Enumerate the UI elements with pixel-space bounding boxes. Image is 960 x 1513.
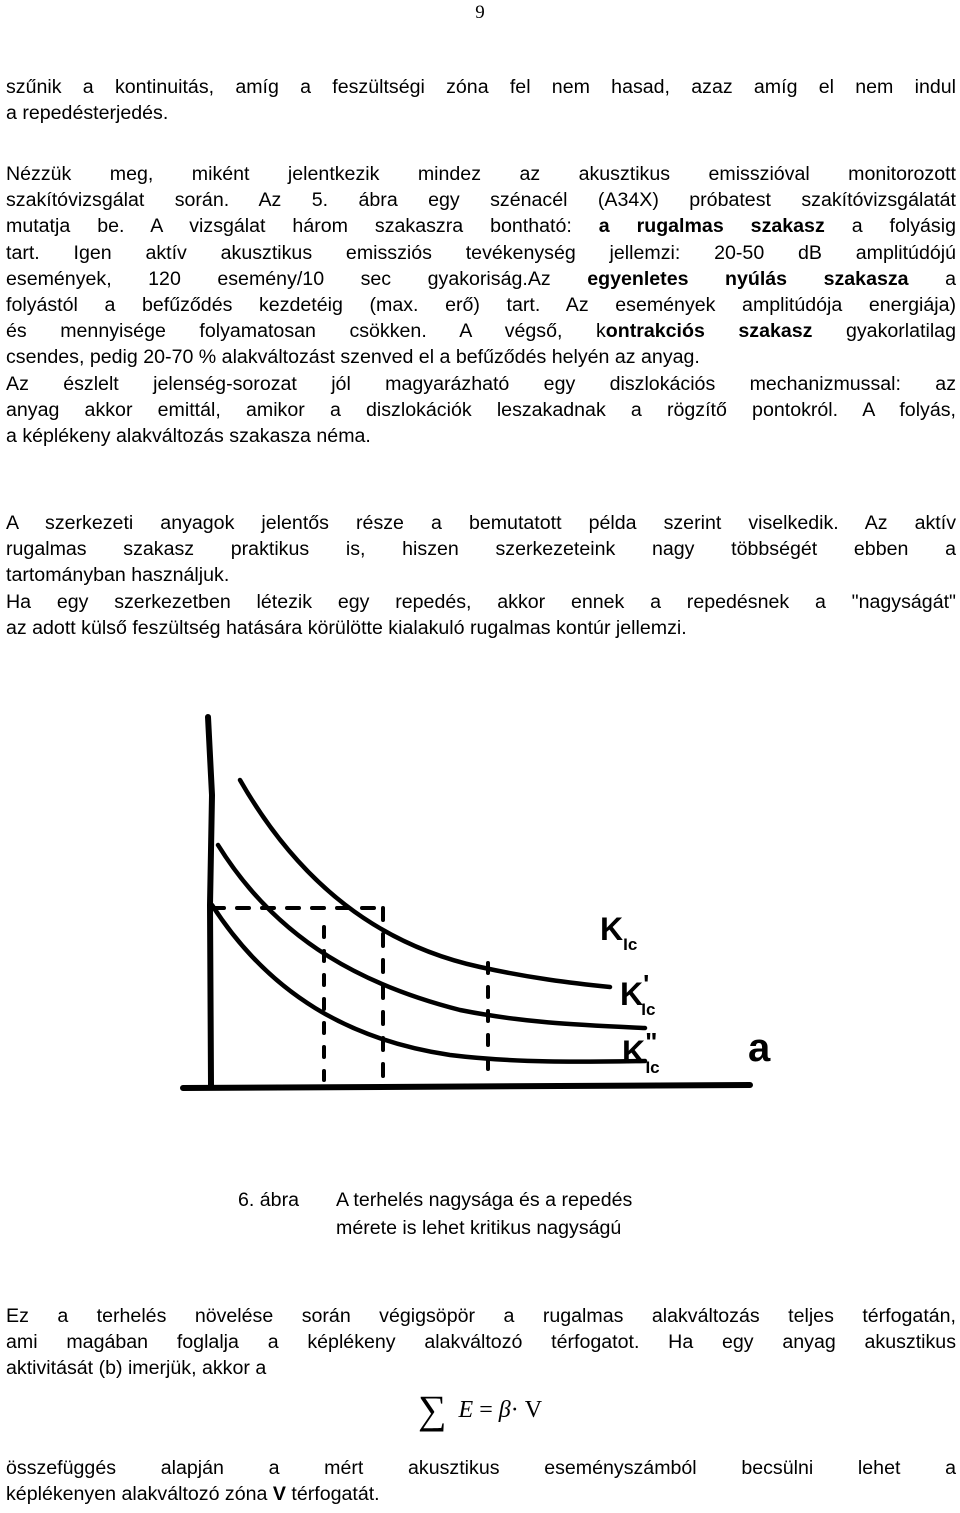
page-number: 9 bbox=[475, 2, 485, 23]
figure-caption bbox=[238, 1186, 632, 1242]
text-line: anyag akkor emittál, amikor a diszlokációk leszakadnak a rögzítő pontokról. A folyás, bbox=[6, 398, 956, 421]
label-kic-double-prime: K" Ic bbox=[622, 1027, 660, 1077]
formula-volume: V bbox=[524, 1397, 543, 1423]
text-line: szakítóvizsgálat során. Az 5. ábra egy szénacél (A34X) próbatest szakítóvizsgálatát bbox=[6, 189, 956, 212]
horizontal-axis bbox=[183, 1085, 750, 1088]
bold-term-elastic-stage: a rugalmas szakasz bbox=[598, 215, 825, 238]
caption-line bbox=[238, 1186, 632, 1214]
formula-beta: β bbox=[498, 1397, 511, 1423]
text-line: Ez a terhelés növelése során végigsöpör a rugalmas alakváltozás teljes térfogatán, bbox=[6, 1305, 956, 1327]
text-line bbox=[6, 266, 956, 292]
figure-critical-curves bbox=[150, 705, 790, 1125]
text-line: a repedésterjedés. bbox=[6, 102, 169, 125]
caption-text: A terhelés nagysága és a repedés bbox=[336, 1189, 633, 1211]
text-run: és mennyisége folyamatosan csökken. A végső, k bbox=[6, 320, 606, 343]
text-line: rugalmas szakasz praktikus is, hiszen szerkezeteink nagy többségét ebben a bbox=[6, 538, 956, 561]
text-line: folyástól a befűződés kezdetéig (max. erő) tart. Az események amplitúdója energiája) bbox=[6, 294, 956, 317]
text-line: szűnik a kontinuitás, amíg a feszültségi zóna fel nem hasad, azaz amíg el nem indul bbox=[6, 76, 956, 98]
paragraph-ae-tensile-test bbox=[6, 161, 956, 449]
text-run: a folyásig bbox=[824, 215, 956, 238]
text-line: Ha egy szerkezetben létezik egy repedés, akkor ennek a repedésnek a "nagyságát" bbox=[6, 590, 956, 613]
text-line bbox=[6, 213, 956, 239]
formula-energy: E bbox=[458, 1397, 474, 1423]
paragraph-structural-materials bbox=[6, 510, 956, 641]
text-line: A szerkezeti anyagok jelentős része a bemutatott példa szerint viselkedik. Az aktív bbox=[6, 512, 956, 534]
text-run: események, 120 esemény/10 sec gyakoriság.Az bbox=[6, 267, 588, 290]
text-line: Az észlelt jelenség-sorozat jól magyarázható egy diszlokációs mechanizmussal: az bbox=[6, 372, 956, 395]
text-run: gyakorlatilag bbox=[812, 320, 956, 343]
caption-number: 6. ábra bbox=[238, 1189, 300, 1211]
text-line: Nézzük meg, miként jelentkezik mindez az akusztikus emisszióval monitorozott bbox=[6, 163, 956, 185]
text-line: ami magában foglalja a képlékeny alakváltozó térfogatot. Ha egy anyag akusztikus bbox=[6, 1331, 956, 1354]
text-run: mutatja be. A vizsgálat három szakaszra bontható: bbox=[6, 215, 599, 238]
label-kic: $K_{Ic}$ bbox=[600, 911, 638, 954]
text-run: térfogatát. bbox=[285, 1483, 380, 1506]
text-line: tartományban használjuk. bbox=[6, 564, 230, 587]
curve-kic-prime bbox=[218, 845, 645, 1028]
paragraph-acoustic-activity bbox=[6, 1303, 956, 1382]
caption-text: mérete is lehet kritikus nagyságú bbox=[336, 1217, 622, 1239]
bold-symbol-v: V bbox=[272, 1483, 286, 1506]
paragraph-intro bbox=[6, 74, 956, 126]
text-run: a bbox=[908, 267, 956, 290]
text-line bbox=[6, 318, 956, 344]
text-line: tart. Igen aktív akusztikus emissziós tevékenység jellemzi: 20-50 dB amplitúdójú bbox=[6, 241, 956, 264]
text-line: aktivitását (b) imerjük, akkor a bbox=[6, 1357, 267, 1380]
sum-symbol: ∑ bbox=[418, 1387, 447, 1432]
curve-kic bbox=[240, 780, 610, 987]
text-run: képlékenyen alakváltozó zóna bbox=[6, 1483, 273, 1506]
formula-dot: · bbox=[510, 1397, 519, 1423]
text-line bbox=[6, 1481, 956, 1507]
text-line: összefüggés alapján a mért akusztikus eseményszámból becsülni lehet a bbox=[6, 1457, 956, 1479]
label-kic-prime: K' Ic bbox=[620, 969, 656, 1019]
formula-equals: = bbox=[479, 1397, 493, 1423]
axis-label-a: a bbox=[748, 1026, 771, 1070]
text-line: a képlékeny alakváltozás szakasza néma. bbox=[6, 425, 371, 448]
bold-term-uniform-elongation: egyenletes nyúlás szakasza bbox=[587, 267, 909, 290]
vertical-axis bbox=[208, 717, 212, 1085]
text-line: csendes, pedig 20-70 % alakváltozást szenved el a befűződés helyén az anyag. bbox=[6, 346, 700, 369]
bold-term-contraction-stage: ontrakciós szakasz bbox=[605, 320, 813, 343]
paragraph-estimation bbox=[6, 1455, 956, 1507]
formula bbox=[418, 1386, 542, 1433]
text-line: az adott külső feszültség hatására körülötte kialakuló rugalmas kontúr jellemzi. bbox=[6, 616, 687, 639]
